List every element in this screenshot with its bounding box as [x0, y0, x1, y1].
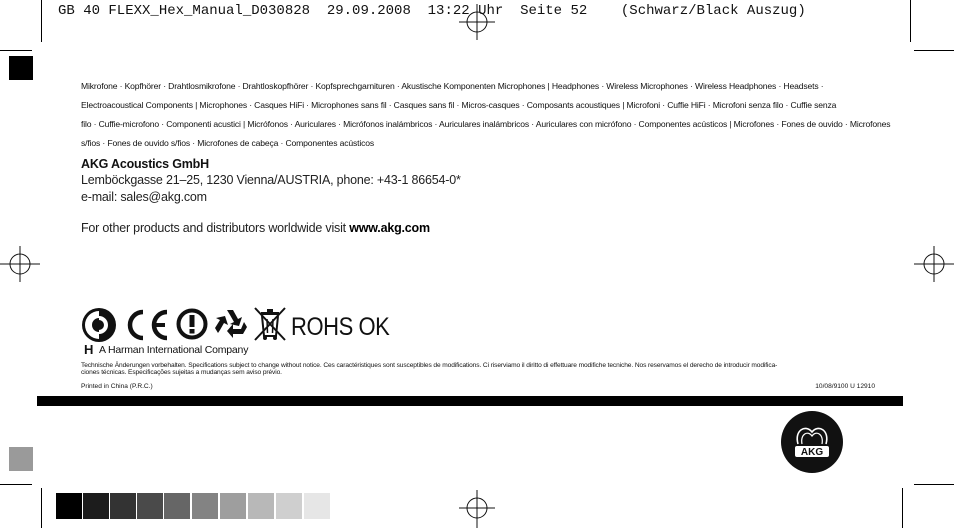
crop-mark-top-right-h [914, 50, 954, 51]
weee-bin-icon [253, 305, 287, 343]
crop-mark-bottom-left-v [41, 488, 42, 528]
gray-strip-swatch [248, 493, 274, 519]
gray-strip-swatch [304, 493, 330, 519]
fine-print: ciones técnicas. Especificações sujeitas a mudanças sem aviso prévio. [81, 369, 282, 376]
gray-strip-swatch [220, 493, 246, 519]
green-dot-icon [81, 307, 117, 343]
gray-strip-swatch [192, 493, 218, 519]
registration-mark-bottom-icon [459, 490, 495, 528]
company-address: Lemböckgasse 21–25, 1230 Vienna/AUSTRIA, phone: +43-1 86654-0* [81, 173, 461, 187]
registration-mark-left-icon [0, 246, 40, 282]
crop-mark-bottom-left-h [0, 484, 32, 485]
registration-mark-right-icon [914, 246, 954, 282]
alert-icon [176, 308, 208, 340]
black-patch [9, 56, 33, 80]
crop-mark-top-left-h [0, 50, 32, 51]
gray-strip-swatch [110, 493, 136, 519]
akg-logo-text: AKG [800, 447, 824, 458]
black-bar [37, 396, 903, 406]
akg-logo [780, 410, 844, 474]
ce-mark-icon [123, 308, 171, 342]
harman-text: A Harman International Company [99, 344, 249, 356]
visit-prefix: For other products and distributors worldwide visit [81, 221, 350, 235]
visit-line [81, 221, 430, 235]
crop-mark-top-right-v [910, 0, 911, 42]
recycle-icon [214, 306, 250, 342]
gray-strip-swatch [137, 493, 163, 519]
rohs-label: ROHS OK [291, 313, 390, 341]
crop-mark-bottom-right-v [902, 488, 903, 528]
document-code: 10/08/9100 U 12910 [815, 383, 875, 390]
registration-mark-top-icon [459, 4, 495, 40]
gray-patch [9, 447, 33, 471]
product-line: s/fios · Fones de ouvido s/fios · Microfones de cabeça · Componentes acústicos [81, 138, 375, 148]
printed-in: Printed in China (P.R.C.) [81, 383, 153, 390]
crop-mark-bottom-right-h [914, 484, 954, 485]
harman-logo-icon: H [84, 342, 94, 357]
product-line: Mikrofone · Kopfhörer · Drahtlosmikrofone · Drahtloskopfhörer · Kopfsprechgarnituren · Akustische Komponenten Microphones | Headphones · Wireless Microphones · Wireless Headphones · Headsets · [81, 81, 824, 91]
fine-print: Technische Änderungen vorbehalten. Specifications subject to change without notice. Ces caractéristiques sont susceptibles de modifications. Ci riserviamo il diritto di effettuare modifiche tecniche. Nos reservamos el derecho de introducir modifica- [81, 362, 778, 369]
company-email: e-mail: sales@akg.com [81, 190, 207, 204]
gray-strip-swatch [83, 493, 109, 519]
crop-mark-top-left-v [41, 0, 42, 42]
gray-strip-swatch [276, 493, 302, 519]
print-header: GB 40 FLEXX_Hex_Manual_D030828 29.09.2008 13:22 Uhr Seite 52 (Schwarz/Black Auszug) [58, 3, 806, 19]
gray-strip-swatch [164, 493, 190, 519]
product-line: Electroacoustical Components | Microphones · Casques HiFi · Microphones sans fil · Casques sans fil · Micros-casques · Composants acoustiques | Microfoni · Cuffie HiFi · Microfoni senza filo · Cuffie senza [81, 100, 837, 110]
gray-strip-swatch [56, 493, 82, 519]
product-line: filo · Cuffie-microfono · Componenti acustici | Micrófonos · Auriculares · Micrófonos inalámbricos · Auriculares inalámbricos · Auriculares con micrófono · Componentes acústicos | Microfones · Fones de ouvido · Microfones [81, 119, 891, 129]
website-link[interactable]: www.akg.com [349, 221, 430, 235]
company-name: AKG Acoustics GmbH [81, 157, 209, 171]
